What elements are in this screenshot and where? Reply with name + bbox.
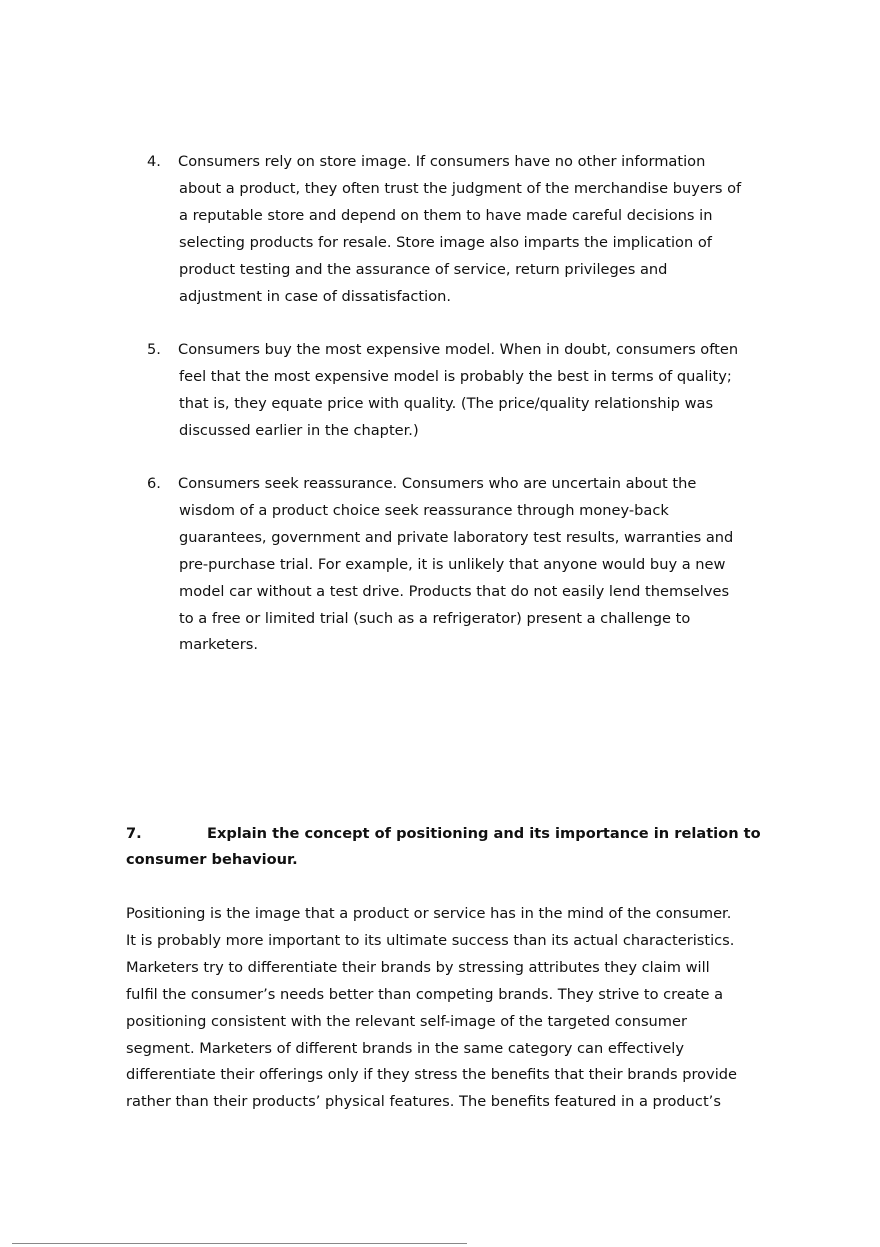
list-item-line: to a free or limited trial (such as a refrigerator) present a challenge to — [179, 609, 691, 627]
list-item-line: product testing and the assurance of service, return privileges and — [179, 260, 668, 278]
paragraph-line: Positioning is the image that a product or service has in the mind of the consumer. — [126, 905, 732, 922]
question-number: 7. — [126, 825, 142, 842]
paragraph-line: Marketers try to differentiate their brands by stressing attributes they claim will — [126, 958, 710, 976]
list-item-line: feel that the most expensive model is probably the best in terms of quality; — [179, 367, 732, 385]
list-item-line: model car without a test drive. Products that do not easily lend themselves — [179, 582, 730, 600]
list-item-line: a reputable store and depend on them to have made careful decisions in — [179, 206, 713, 224]
list-item-line: pre-purchase trial. For example, it is unlikely that anyone would buy a new — [179, 555, 726, 573]
list-item-line: that is, they equate price with quality. (The price/quality relationship was — [179, 394, 714, 412]
list-item-line: Consumers rely on store image. If consumers have no other information — [178, 153, 706, 170]
list-item-line: Consumers buy the most expensive model. When in doubt, consumers often — [178, 341, 739, 358]
list-item-line: selecting products for resale. Store image also imparts the implication of — [179, 233, 712, 251]
question-heading-line: Explain the concept of positioning and its importance in relation to — [207, 825, 761, 842]
paragraph-line: segment. Marketers of different brands in the same category can effectively — [126, 1039, 684, 1057]
question-heading-line: consumer behaviour. — [126, 851, 298, 868]
list-item-line: adjustment in case of dissatisfaction. — [179, 287, 452, 305]
list-item-line: marketers. — [179, 636, 259, 654]
paragraph-line: rather than their products’ physical features. The benefits featured in a product’s — [126, 1093, 721, 1111]
paragraph-line: positioning consistent with the relevant self-image of the targeted consumer — [126, 1012, 687, 1030]
list-item-line: Consumers seek reassurance. Consumers who are uncertain about the — [178, 475, 697, 492]
list-item-number: 4. — [147, 153, 161, 170]
list-item-line: about a product, they often trust the judgment of the merchandise buyers of — [179, 179, 742, 197]
list-item-number: 5. — [147, 341, 161, 358]
list-item-number: 6. — [147, 475, 161, 492]
footer-rule — [12, 1243, 467, 1244]
paragraph-line: fulfil the consumer’s needs better than competing brands. They strive to create a — [126, 985, 724, 1003]
paragraph-line: differentiate their offerings only if they stress the benefits that their brands provide — [126, 1066, 738, 1084]
list-item-line: guarantees, government and private laboratory test results, warranties and — [179, 528, 734, 546]
paragraph-line: It is probably more important to its ultimate success than its actual characteristics. — [126, 931, 735, 949]
list-item-line: wisdom of a product choice seek reassurance through money-back — [179, 501, 669, 519]
list-item-line: discussed earlier in the chapter.) — [179, 421, 419, 439]
